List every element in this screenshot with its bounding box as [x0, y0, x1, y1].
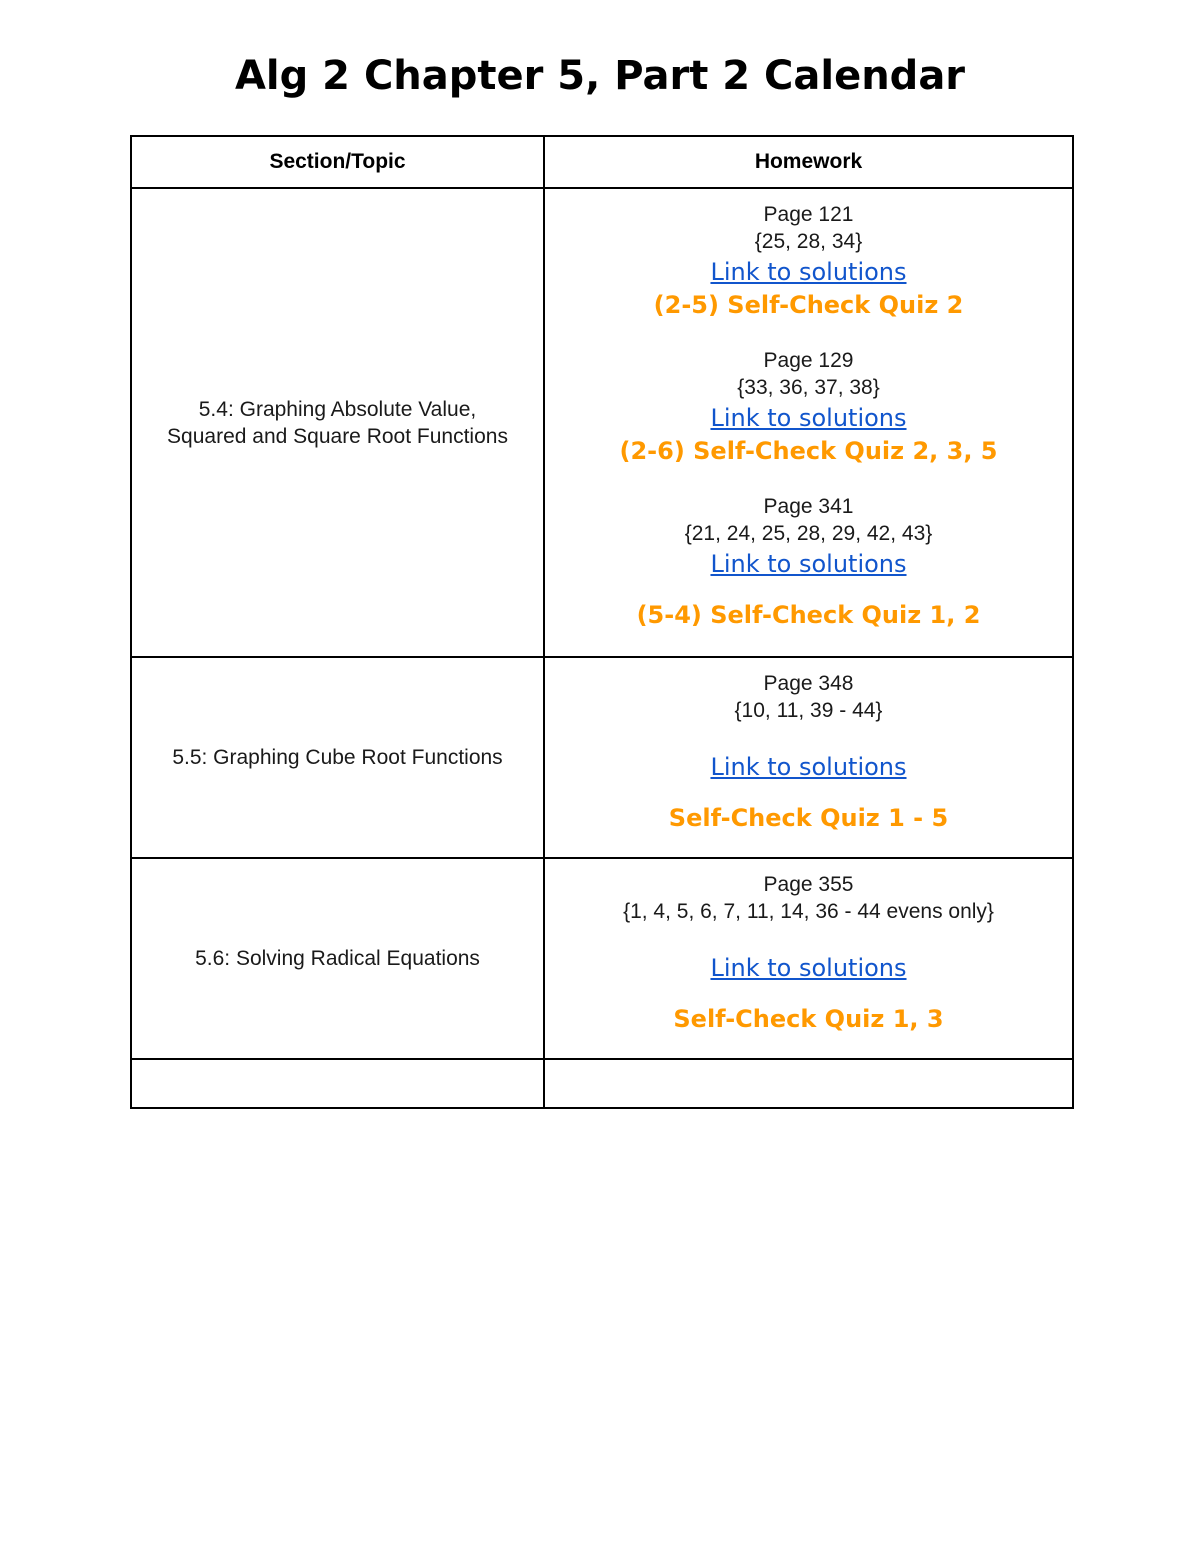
solutions-link[interactable]: Link to solutions: [710, 753, 907, 781]
homework-problems: {21, 24, 25, 28, 29, 42, 43}: [684, 522, 933, 545]
homework-problems: {25, 28, 34}: [754, 230, 863, 253]
table-row: [131, 188, 1073, 657]
topic-cell: [131, 858, 544, 1059]
self-check-quiz-link[interactable]: (5-4) Self-Check Quiz 1, 2: [636, 601, 981, 629]
homework-cell: [544, 657, 1073, 858]
topic-text: Squared and Square Root Functions: [167, 424, 508, 448]
table-row: [131, 1059, 1073, 1108]
empty-cell: [131, 1059, 544, 1108]
topic-text: 5.5: Graphing Cube Root Functions: [172, 746, 503, 769]
table-header-row: [131, 136, 1073, 188]
solutions-link[interactable]: Link to solutions: [710, 550, 907, 578]
self-check-quiz-link[interactable]: Self-Check Quiz 1 - 5: [668, 804, 949, 832]
solutions-link[interactable]: Link to solutions: [710, 258, 907, 286]
homework-page: Page 121: [763, 203, 854, 226]
homework-page: Page 348: [763, 672, 854, 695]
table-row: [131, 657, 1073, 858]
self-check-quiz-link[interactable]: (2-5) Self-Check Quiz 2: [653, 291, 964, 319]
topic-text: 5.4: Graphing Absolute Value,: [198, 397, 477, 421]
homework-cell: [544, 188, 1073, 657]
solutions-link[interactable]: Link to solutions: [710, 954, 907, 982]
topic-cell: [131, 188, 544, 657]
homework-page: Page 341: [763, 495, 854, 518]
homework-problems: {10, 11, 39 - 44}: [734, 699, 883, 722]
self-check-quiz-link[interactable]: Self-Check Quiz 1, 3: [673, 1005, 944, 1033]
homework-problems: {33, 36, 37, 38}: [737, 376, 880, 399]
homework-cell: [544, 858, 1073, 1059]
self-check-quiz-link[interactable]: (2-6) Self-Check Quiz 2, 3, 5: [619, 437, 998, 465]
header-homework: Homework: [544, 136, 1073, 188]
header-section-topic: Section/Topic: [131, 136, 544, 188]
topic-text: 5.6: Solving Radical Equations: [195, 947, 480, 970]
topic-cell: [131, 657, 544, 858]
empty-cell: [544, 1059, 1073, 1108]
page-title: Alg 2 Chapter 5, Part 2 Calendar: [234, 53, 966, 99]
homework-page: Page 355: [763, 873, 854, 896]
calendar-table: [130, 135, 1074, 1109]
homework-problems: {1, 4, 5, 6, 7, 11, 14, 36 - 44 evens only}: [623, 900, 994, 923]
homework-page: Page 129: [763, 349, 854, 372]
table-row: [131, 858, 1073, 1059]
solutions-link[interactable]: Link to solutions: [710, 404, 907, 432]
